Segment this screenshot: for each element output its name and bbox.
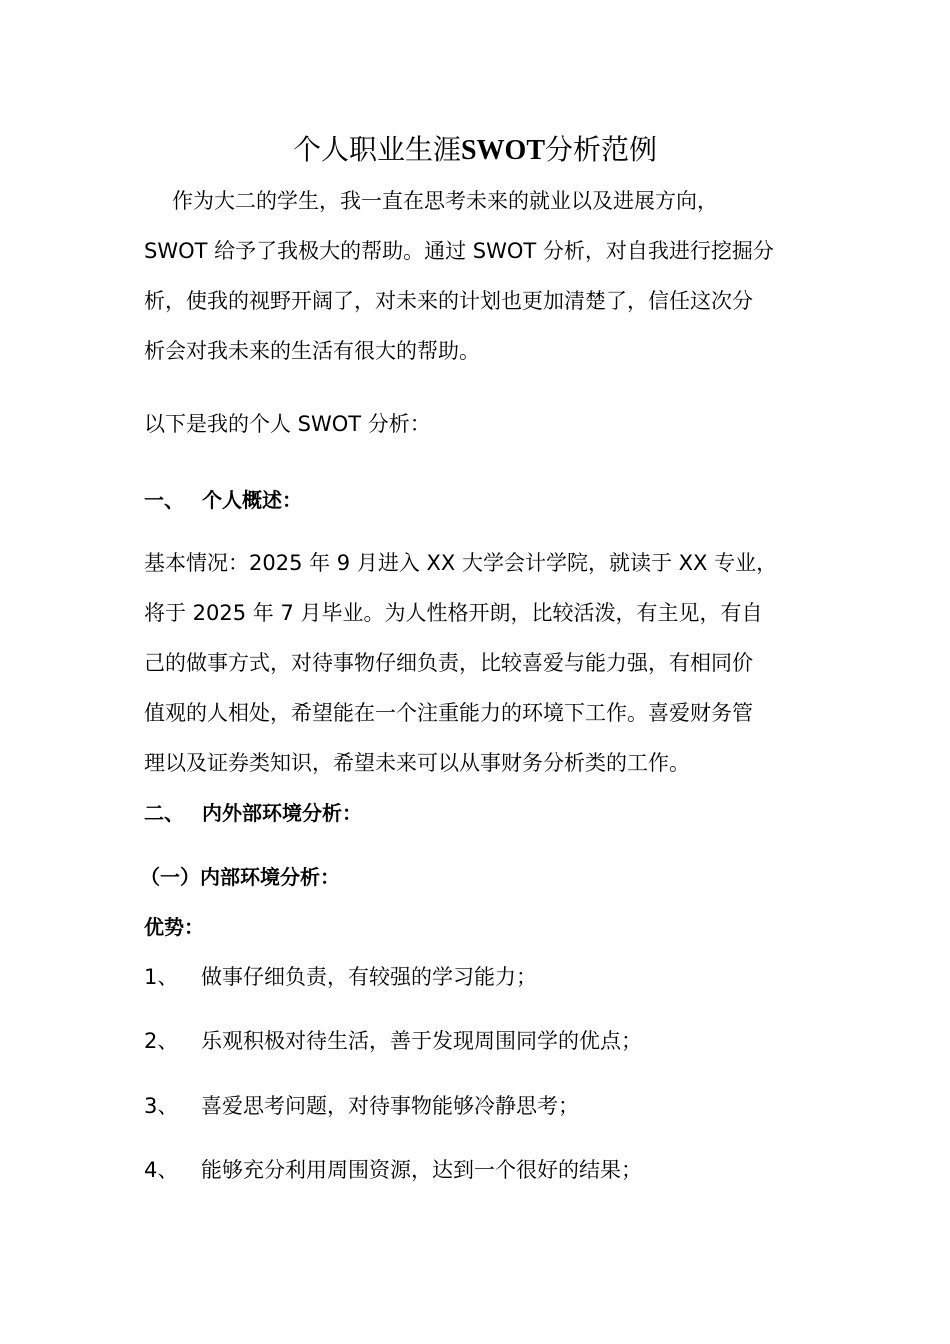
list-item [144, 1091, 579, 1121]
list-item [144, 962, 537, 992]
basic-line: 己的做事方式，对待事物仔细负责，比较喜爱与能力强，有相同价 [144, 651, 753, 675]
list-item [144, 1155, 642, 1185]
intro-line: 作为大二的学生，我一直在思考未来的就业以及进展方向， [172, 189, 718, 213]
section-heading-environment [144, 798, 362, 828]
section-heading-overview [144, 485, 302, 515]
basic-line: 理以及证券类知识，希望未来可以从事财务分析类的工作。 [144, 751, 690, 775]
intro-paragraph [144, 176, 809, 376]
section-title: 个人概述： [202, 488, 302, 512]
section-title: 内外部环境分析： [202, 801, 362, 825]
title-prefix: 个人职业生涯 [292, 133, 461, 166]
list-item-text: 做事仔细负责，有较强的学习能力； [201, 965, 537, 989]
lead-in-text: 以下是我的个人 SWOT 分析： [144, 412, 431, 436]
basic-line: 基本情况：2025 年 9 月进入 XX 大学会计学院，就读于 XX 专业， [144, 551, 778, 575]
intro-line: SWOT 给予了我极大的帮助。通过 SWOT 分析，对自我进行挖掘分 [144, 239, 774, 263]
section-number: 二、 [144, 801, 184, 825]
subsection-heading-internal: （一）内部环境分析： [140, 865, 340, 889]
basic-line: 值观的人相处，希望能在一个注重能力的环境下工作。喜爱财务管 [144, 701, 753, 725]
basic-line: 将于 2025 年 7 月毕业。为人性格开朗，比较活泼，有主见，有自 [144, 601, 763, 625]
list-item-text: 乐观积极对待生活，善于发现周围同学的优点； [201, 1029, 642, 1053]
list-item-number: 1、 [144, 965, 179, 989]
list-item-number: 4、 [144, 1158, 179, 1182]
intro-line: 析，使我的视野开阔了，对未来的计划也更加清楚了，信任这次分 [144, 289, 753, 313]
intro-line: 析会对我未来的生活有很大的帮助。 [144, 339, 480, 363]
title-suffix: 分析范例 [545, 133, 658, 166]
list-item-number: 3、 [144, 1094, 179, 1118]
section-number: 一、 [144, 488, 184, 512]
list-item-text: 喜爱思考问题，对待事物能够冷静思考； [201, 1094, 579, 1118]
list-item-number: 2、 [144, 1029, 179, 1053]
list-item [144, 1026, 642, 1056]
strengths-label: 优势： [144, 915, 204, 939]
title-bold: SWOT [460, 135, 546, 166]
list-item-text: 能够充分利用周围资源，达到一个很好的结果； [201, 1158, 642, 1182]
document-title [0, 128, 950, 173]
basic-info-paragraph [144, 538, 809, 788]
